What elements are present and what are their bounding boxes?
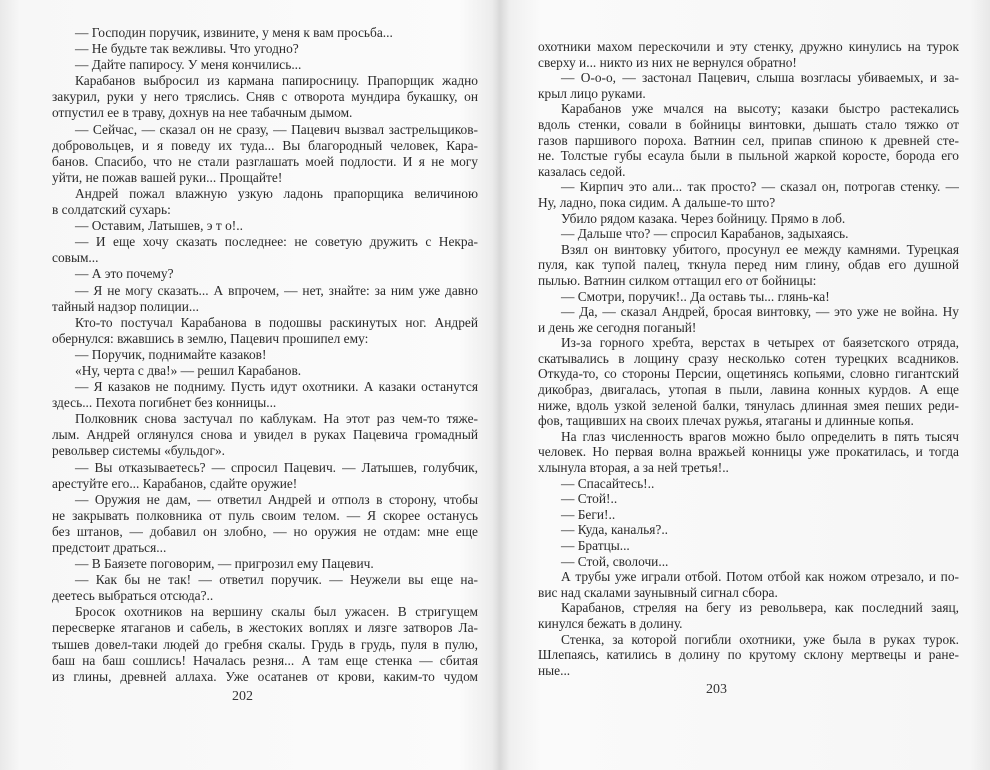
paragraph [538,39,959,70]
text-line: тайный надзор полиции... [52,298,199,314]
text-line: обернулся: вжавшись в землю, Пацевич прошипел ему: [52,330,369,346]
text-line: человек. Но первая волна вражьей конницы уже прокатилась, и тогда [538,444,959,460]
paragraph [538,289,959,305]
text-line: ные... [538,662,571,678]
paragraph [52,186,478,218]
paragraph [52,572,478,604]
text-line: скатывались в лощину сразу несколько сотен турецких всадников. [538,350,959,366]
text-line: Бросок охотников на вершину скалы был ужасен. В стригущем [75,604,478,620]
text-line: совым... [52,250,99,266]
paragraph [538,476,959,492]
text-line: газов паршивого пороха. Ватнин сел, припав спиною к древней сте- [538,132,959,148]
text-line: закурил, руки у него тряслись. Сняв с отворота мундира букашку, он [52,89,478,105]
text-line: сверху и... никто из них не вернулся обратно! [538,54,797,70]
text-line: лым. Андрей оглянулся снова и увидел в руках Пацевича громадный [52,427,478,443]
text-line: вдоль стенки, совали в бойницы винтовки, дышать стало тяжко от [538,116,959,132]
paragraph [52,283,478,315]
text-line: А трубы уже играли отбой. Потом отбой как ножом отрезало, и по- [561,569,959,585]
paragraph [52,363,478,379]
text-line: предстоит драться... [52,540,167,555]
paragraph [52,411,478,459]
text-line: — В Баязете поговорим, — пригрозил ему Пацевич. [75,556,374,572]
text-line: пылью. Ватнин силком оттащил его от бойницы: [538,272,817,288]
text-line: Откуда-то, со стороны Персии, ощетинясь копьями, словно гигантский [538,366,959,382]
paragraph [52,315,478,347]
paragraph [52,25,478,41]
text-line: баш на баш сошлись! Началась резня... А там еще стенка — сбитая [52,652,478,668]
paragraph [52,604,478,684]
page-number-left: 202 [232,689,253,704]
paragraph [538,507,959,523]
paragraph [538,522,959,538]
text-line: — Я казаков не подниму. Пусть идут охотники. А казаки останутся [75,379,478,395]
text-line: добровольцев, и я поведу их туда... Вы благородный человек, Кара- [52,137,478,153]
text-line: — Стой, сволочи... [561,553,669,569]
text-line: Убило рядом казака. Через бойницу. Прямо в лоб. [561,210,846,226]
text-line: в солдатский сухарь: [52,202,171,218]
paragraph [538,538,959,554]
text-line: — Да, — сказал Андрей, бросая винтовку, — это уже не война. Ну [561,304,959,320]
text-line: револьвер системы «бульдог». [52,443,226,459]
paragraph [52,379,478,411]
text-line: — Кирпич это али... так просто? — сказал он, потрогав стенку. — [561,179,959,195]
text-line: — Я не могу сказать... А впрочем, — нет, знайте: за ним уже давно [75,282,478,298]
text-line: фов, тащивших на своих плечах ружья, ятаганы и длинные копья. [538,413,914,429]
right-page-text [538,39,959,678]
text-line: — Дальше что? — спросил Карабанов, задыхаясь. [561,226,849,242]
text-line: — Куда, каналья?.. [561,522,669,538]
paragraph [52,122,478,186]
text-line: пуля, как тупой палец, ткнула перед ним глину, обдав его душной [538,257,959,273]
paragraph [52,57,478,73]
text-line: пересверке ятаганов и сабель, в жестоких воплях и лязге затворов Ла- [52,620,478,636]
text-line: — А это почему? [75,266,174,282]
text-line: без штанов, — добавил он злобно, — но оружия не отдам: мне еще [52,523,478,539]
text-line: тышев довел-таки людей до гребня скалы. Грудь в грудь, пуля в пулю, [52,636,478,652]
text-line: вис над скалами заунывный сигнал сбора. [538,584,778,600]
text-line: из глины, древней аллаха. Уже осатанев от крови, каким-то чудом [52,668,478,684]
paragraph [538,179,959,210]
text-line: «Ну, черта с два!» — решил Карабанов. [75,362,302,378]
text-line: ниже, вдоль узкой зеленой балки, тянулась длинная змея пеших реди- [538,397,959,413]
paragraph [538,242,959,289]
text-line: деетесь выбраться отсюда?.. [52,588,214,604]
text-line: дикобраз, двигалась, утопая в пыли, лавина конных курдов. А еще [538,382,959,398]
paragraph [538,70,959,101]
paragraph [52,266,478,282]
paragraph [52,73,478,121]
paragraph [538,101,959,179]
paragraph [538,304,959,335]
text-line: Шлепаясь, катились в долину по крутому склону мертвецы и ране- [538,647,959,663]
text-line: — Не будьте так вежливы. Что угодно? [75,41,299,57]
text-line: не закрывать полковника от пуль своим телом. — Я скорее останусь [52,507,478,523]
text-line: казалась седой. [538,163,626,179]
text-line: арестуйте его... Карабанов, сдайте оружие! [52,475,298,491]
text-line: Стенка, за которой погибли охотники, уже была в руках турок. [561,631,959,647]
text-line: Ну, ладно, пока сидим. А дальше-то што? [538,194,776,210]
paragraph [52,460,478,492]
text-line: — О-о-о, — застонал Пацевич, слыша возгласы убиваемых, и за- [561,70,959,86]
text-line: — Дайте папиросу. У меня кончились... [75,57,302,73]
text-line: отпустил ее в траву, дохнув на нее табачным дымом. [52,105,353,121]
text-line: Кто-то постучал Карабанова в подошвы раскинутых ног. Андрей [75,314,478,330]
text-line: — Поручик, поднимайте казаков! [75,346,267,362]
page-number-right: 203 [706,682,727,697]
text-line: Из-за горного хребта, верстах в четырех от баязетского отряда, [561,335,959,351]
text-line: Карабанов уже мчался на высоту; казаки быстро растекались [561,101,959,117]
paragraph [52,234,478,266]
paragraph [52,347,478,363]
text-line: — Оставим, Латышев, э т о!.. [75,218,243,234]
text-line: уйти, не пожав вашей руки... Прощайте! [52,169,283,185]
paragraph [52,556,478,572]
text-line: — Вы отказываетесь? — спросил Пацевич. — Латышев, голубчик, [75,459,478,475]
text-line: — Братцы... [561,538,630,553]
text-line: кинулся бежать в долину. [538,615,683,631]
text-line: не. Толстые губы есаула были в пыльной жаркой коросте, борода его [538,148,959,164]
paragraph [538,226,959,242]
text-line: Карабанов, стреляя на бегу из револьвера, как последний заяц, [561,600,959,616]
text-line: — И еще хочу сказать последнее: не советую дружить с Некра- [75,234,478,250]
text-line: На глаз численность врагов можно было определить в пять тысяч [561,428,959,444]
text-line: — Оружия не дам, — ответил Андрей и отполз в сторону, чтобы [75,491,478,507]
paragraph [538,554,959,570]
text-line: — Сейчас, — сказал он не сразу, — Пацевич вызвал застрельщиков- [75,121,478,137]
text-line: — Смотри, поручик!.. Да оставь ты... глянь-ка! [561,288,830,304]
text-line: хлынула вторая, а за ней третья!.. [538,460,729,476]
text-line: — Как бы не так! — ответил поручик. — Неужели вы еще на- [75,572,478,588]
text-line: Полковник снова застучал по каблукам. На этот раз чем-то тяже- [75,411,478,427]
text-line: охотники махом перескочили и эту стенку, дружно кинулись на турок [538,39,959,54]
text-line: здесь... Пехота погибнет без конницы... [52,395,277,411]
text-line: банов. Спасибо, что не стали разглашать моей подлости. И я не могу [52,153,478,169]
paragraph [538,632,959,679]
text-line: Карабанов выбросил из кармана папиросницу. Прапорщик жадно [75,73,478,89]
paragraph [538,335,959,429]
text-line: крыл лицо руками. [538,85,646,101]
paragraph [52,218,478,234]
text-line: — Стой!.. [561,491,618,507]
paragraph [538,491,959,507]
text-line: — Спасайтесь!.. [561,475,655,491]
text-line: и день же сегодня поганый! [538,319,697,335]
paragraph [538,600,959,631]
text-line: — Беги!.. [561,506,616,522]
paragraph [52,41,478,57]
text-line: — Господин поручик, извините, у меня к вам просьба... [75,25,393,40]
text-line: Андрей пожал влажную узкую ладонь прапорщика величиною [75,185,478,201]
left-page-text [52,25,478,685]
paragraph [538,429,959,476]
paragraph [538,211,959,227]
paragraph [52,492,478,556]
paragraph [538,569,959,600]
text-line: Взял он винтовку убитого, просунул ее между камнями. Турецкая [561,241,959,257]
